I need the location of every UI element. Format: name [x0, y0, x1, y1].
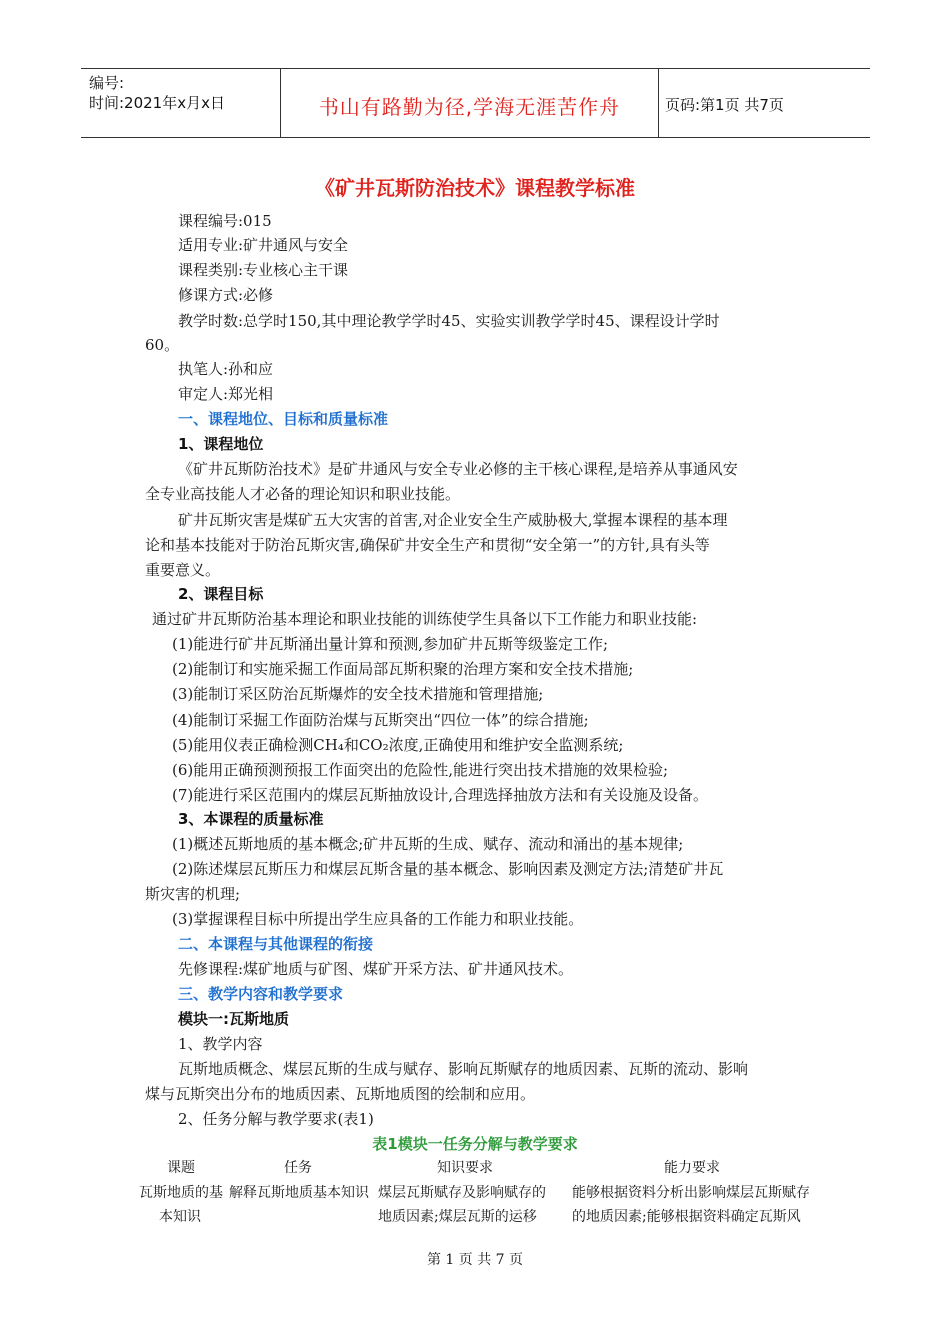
- goal-item: (6)能用正确预测预报工作面突出的危险性,能进行突出技术措施的效果检验;: [172, 761, 669, 779]
- paragraph-line: 煤与瓦斯突出分布的地质因素、瓦斯地质图的绘制和应用。: [145, 1085, 536, 1103]
- table-cell-knowledge: 煤层瓦斯赋存及影响赋存的: [378, 1185, 546, 1201]
- course-author: 执笔人:孙和应: [178, 360, 274, 378]
- course-hours: 教学时数:总学时150,其中理论教学学时45、实验实训教学学时45、课程设计学时: [178, 312, 720, 330]
- table-cell-task: 解释瓦斯地质基本知识: [229, 1185, 369, 1201]
- table-header-knowledge: 知识要求: [437, 1160, 493, 1176]
- header-motto: 书山有路勤为径,学海无涯苦作舟: [318, 95, 621, 119]
- date-line: 时间:2021年x月x日: [89, 94, 225, 112]
- paragraph-line: 矿井瓦斯灾害是煤矿五大灾害的首害,对企业安全生产威胁极大,掌握本课程的基本理: [178, 511, 728, 529]
- page-footer: 第 1 页 共 7 页: [426, 1252, 524, 1268]
- quality-item: (2)陈述煤层瓦斯压力和煤层瓦斯含量的基本概念、影响因素及测定方法;清楚矿井瓦: [172, 860, 724, 878]
- goal-item: (1)能进行矿井瓦斯涌出量计算和预测,参加矿井瓦斯等级鉴定工作;: [172, 635, 609, 653]
- quality-item-cont: 斯灾害的机理;: [145, 885, 241, 903]
- course-major: 适用专业:矿井通风与安全: [178, 236, 349, 254]
- paragraph-line: 全专业高技能人才必备的理论知识和职业技能。: [145, 485, 461, 503]
- paragraph-line: 论和基本技能对于防治瓦斯灾害,确保矿井安全生产和贯彻“安全第一”的方针,具有头等: [145, 536, 710, 554]
- table-header-task: 任务: [284, 1160, 312, 1176]
- table-header-topic: 课题: [167, 1160, 195, 1176]
- table-caption: 表1模块一任务分解与教学要求: [372, 1135, 578, 1153]
- course-code: 课程编号:015: [178, 212, 272, 230]
- table-header-ability: 能力要求: [664, 1160, 720, 1176]
- goal-item: (7)能进行采区范围内的煤层瓦斯抽放设计,合理选择抽放方法和有关设施及设备。: [172, 786, 709, 804]
- table-cell-knowledge-cont: 地质因素;煤层瓦斯的运移: [378, 1209, 537, 1225]
- section-heading-2: 二、本课程与其他课程的衔接: [178, 935, 374, 953]
- content-subheading: 1、教学内容: [178, 1035, 263, 1053]
- goal-item: (3)能制订采区防治瓦斯爆炸的安全技术措施和管理措施;: [172, 685, 544, 703]
- subheading-quality: 3、本课程的质量标准: [178, 810, 324, 828]
- goal-item: (5)能用仪表正确检测CH₄和CO₂浓度,正确使用和维护安全监测系统;: [172, 736, 624, 754]
- document-title: 《矿井瓦斯防治技术》课程教学标准: [315, 176, 635, 200]
- table-cell-ability-cont: 的地质因素;能够根据资料确定瓦斯风: [572, 1209, 801, 1225]
- header-page-code: 页码:第1页 共7页: [665, 96, 784, 114]
- table-cell-topic: 瓦斯地质的基: [139, 1185, 223, 1201]
- header-left: [89, 73, 225, 113]
- paragraph-line: 《矿井瓦斯防治技术》是矿井通风与安全专业必修的主干核心课程,是培养从事通风安: [178, 460, 738, 478]
- section-heading-1: 一、课程地位、目标和质量标准: [178, 410, 389, 428]
- goal-item: (4)能制订采掘工作面防治煤与瓦斯突出“四位一体”的综合措施;: [172, 711, 589, 729]
- table-cell-topic-cont: 本知识: [159, 1209, 201, 1225]
- course-mode: 修课方式:必修: [178, 286, 274, 304]
- course-category: 课程类别:专业核心主干课: [178, 261, 349, 279]
- prerequisites: 先修课程:煤矿地质与矿图、煤矿开采方法、矿井通风技术。: [178, 960, 574, 978]
- paragraph-line: 瓦斯地质概念、煤层瓦斯的生成与赋存、影响瓦斯赋存的地质因素、瓦斯的流动、影响: [178, 1060, 749, 1078]
- quality-item: (1)概述瓦斯地质的基本概念;矿井瓦斯的生成、赋存、流动和涌出的基本规律;: [172, 835, 684, 853]
- task-subheading: 2、任务分解与教学要求(表1): [178, 1110, 374, 1128]
- course-hours-cont: 60。: [145, 336, 180, 354]
- goals-intro: 通过矿井瓦斯防治基本理论和职业技能的训练使学生具备以下工作能力和职业技能:: [152, 610, 698, 628]
- header-divider: [658, 69, 659, 137]
- section-heading-3: 三、教学内容和教学要求: [178, 985, 344, 1003]
- goal-item: (2)能制订和实施采掘工作面局部瓦斯积聚的治理方案和安全技术措施;: [172, 660, 634, 678]
- number-label: 编号:: [89, 74, 125, 92]
- module-title: 模块一:瓦斯地质: [178, 1010, 289, 1028]
- subheading-course-goals: 2、课程目标: [178, 585, 264, 603]
- page-header: [81, 68, 870, 138]
- paragraph-line: 重要意义。: [145, 561, 221, 579]
- quality-item: (3)掌握课程目标中所提出学生应具备的工作能力和职业技能。: [172, 910, 584, 928]
- course-reviewer: 审定人:郑光相: [178, 385, 274, 403]
- table-cell-ability: 能够根据资料分析出影响煤层瓦斯赋存: [572, 1185, 810, 1201]
- subheading-course-position: 1、课程地位: [178, 435, 264, 453]
